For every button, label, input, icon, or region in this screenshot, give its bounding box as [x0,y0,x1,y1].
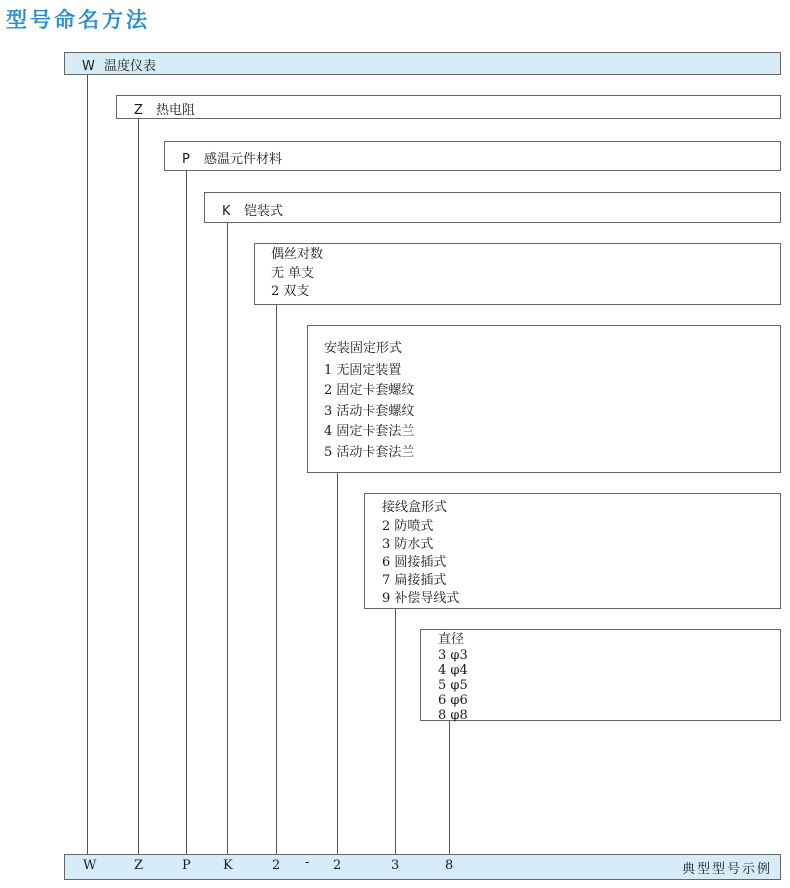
level-label: 感温元件材料 [204,152,283,167]
option-item: 3 活动卡套螺纹 [324,403,415,419]
connector-line-z [138,118,139,854]
option-item: 6 φ6 [438,693,468,708]
page-title: 型号命名方法 [6,8,150,32]
group-heading: 偶丝对数 [271,247,324,262]
level-box-w [64,52,781,75]
example-char-diameter: 8 [445,858,454,873]
level-label: 铠装式 [244,204,284,219]
connector-line-k [227,222,228,854]
level-header-k [222,200,283,219]
option-item: 4 固定卡套法兰 [324,424,415,439]
option-item: 1 无固定装置 [324,362,402,378]
example-char-p: P [182,858,191,873]
connector-line-junction [395,608,396,854]
option-item: 8 φ8 [438,708,468,723]
example-char-z: Z [134,858,144,873]
level-header-w [82,55,156,74]
example-char-junction: 3 [391,858,400,873]
option-item: 3 防水式 [382,537,434,552]
connector-line-mount [337,472,338,854]
group-box-diameter [420,629,781,721]
group-heading: 接线盒形式 [382,500,448,515]
level-box-z [116,95,781,119]
group-heading: 直径 [438,632,465,647]
group-pairs [271,246,323,301]
option-item: 2 防喷式 [382,519,434,534]
group-heading: 安装固定形式 [324,341,403,356]
example-char-k: K [223,858,233,873]
group-diameter [438,632,468,723]
level-box-k [204,192,781,223]
option-item: 5 活动卡套法兰 [324,444,415,460]
level-header-p [182,148,282,167]
level-header-z [134,99,195,118]
option-item: 7 扁接插式 [382,573,447,588]
example-char-mount: 2 [333,858,342,873]
connector-line-diameter [449,720,450,854]
group-box-pairs [254,243,781,305]
level-code: W [82,59,95,74]
option-item: 无 单支 [271,266,315,281]
option-item: 2 双支 [271,284,310,299]
example-label: 典型型号示例 [681,862,772,877]
example-char-w: W [83,858,97,873]
level-code: P [182,152,190,167]
connector-line-p [186,170,187,854]
connector-line-pairs [276,304,277,854]
example-char-dash: - [305,855,310,870]
option-item: 9 补偿导线式 [382,591,460,606]
connector-line-w [87,74,88,854]
level-code: K [222,204,231,219]
option-item: 3 φ3 [438,648,468,663]
option-item: 5 φ5 [438,678,468,693]
level-label: 热电阻 [156,103,196,118]
group-junction [382,499,459,608]
option-item: 4 φ4 [438,663,468,678]
level-label: 温度仪表 [104,59,157,74]
group-mount [324,339,414,463]
option-item: 6 圆接插式 [382,555,447,570]
example-bar [64,854,781,880]
option-item: 2 固定卡套螺纹 [324,383,415,398]
example-char-pairs: 2 [272,858,281,873]
level-code: Z [134,103,143,118]
